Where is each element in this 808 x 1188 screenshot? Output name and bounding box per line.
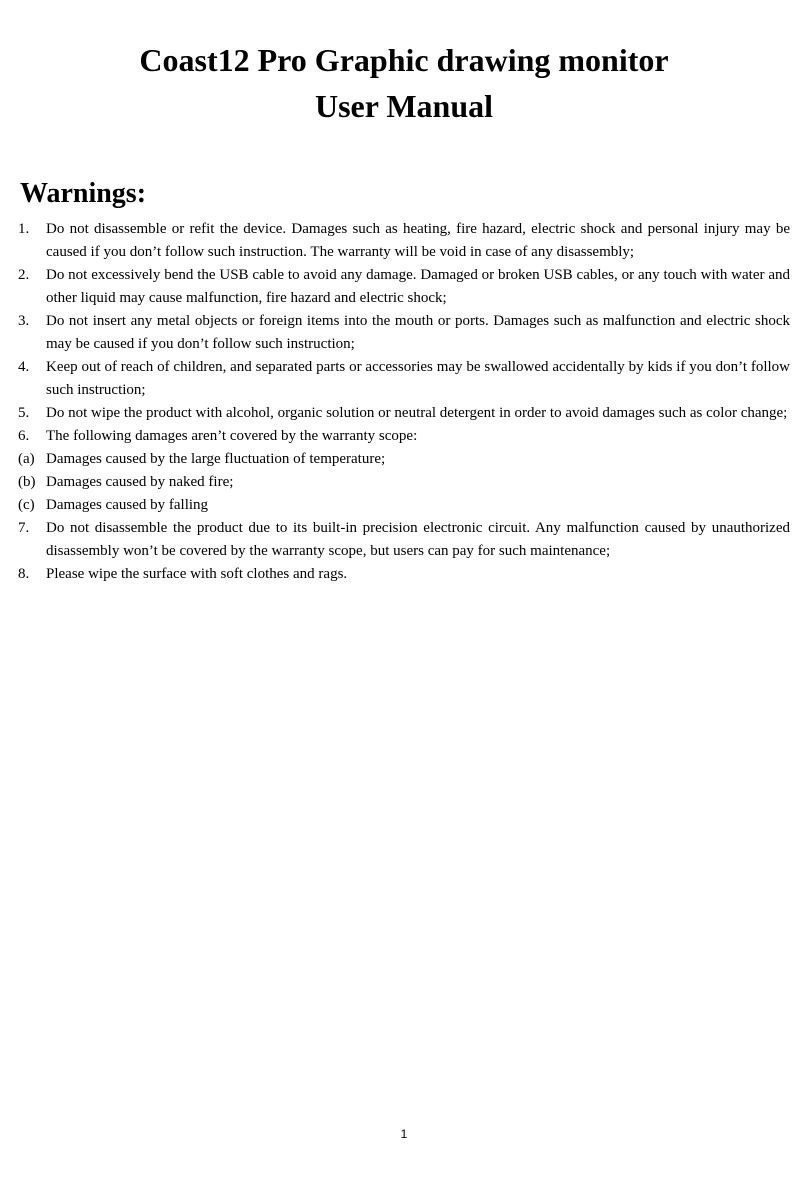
warning-item	[18, 264, 790, 310]
warning-text: Do not wipe the product with alcohol, organic solution or neutral detergent in order to avoid damages such as color change;	[46, 405, 788, 421]
warning-text: Do not insert any metal objects or foreign items into the mouth or ports. Damages such as malfunction and electric shock may be caused if you don’t follow such instruction;	[46, 313, 790, 352]
list-marker: (c)	[18, 497, 35, 513]
list-marker: 5.	[18, 405, 30, 421]
warning-text: Do not disassemble or refit the device. Damages such as heating, fire hazard, electric shock and personal injury may be caused if you don’t follow such instruction. The warranty will be void in case of any disassembly;	[46, 221, 790, 260]
warning-text: Damages caused by naked fire;	[46, 474, 234, 490]
warning-subitem	[18, 448, 790, 471]
list-marker: 3.	[18, 313, 30, 329]
warning-text: Do not excessively bend the USB cable to avoid any damage. Damaged or broken USB cables, or any touch with water and other liquid may cause malfunction, fire hazard and electric shock;	[46, 267, 790, 306]
list-marker: 2.	[18, 267, 30, 283]
warning-text: Damages caused by falling	[46, 497, 209, 513]
document-subtitle: User Manual	[314, 88, 494, 124]
warning-text: Damages caused by the large fluctuation of temperature;	[46, 451, 386, 467]
list-marker: (a)	[18, 451, 35, 467]
document-title: Coast12 Pro Graphic drawing monitor	[139, 42, 669, 78]
page-number: 1	[400, 1127, 408, 1141]
list-marker: 6.	[18, 428, 30, 444]
warning-item	[18, 517, 790, 563]
warnings-list	[18, 218, 790, 586]
warning-subitem	[18, 494, 790, 517]
list-marker: (b)	[18, 474, 36, 490]
warning-item	[18, 218, 790, 264]
warning-item	[18, 402, 790, 425]
list-marker: 7.	[18, 520, 30, 536]
warning-text: Do not disassemble the product due to its built-in precision electronic circuit. Any malfunction caused by unauthorized disassembly won’t be covered by the warranty scope, but users can pay for such maintenance;	[46, 520, 790, 559]
warning-text: The following damages aren’t covered by the warranty scope:	[46, 428, 418, 444]
list-marker: 1.	[18, 221, 30, 237]
warning-item	[18, 563, 790, 586]
list-marker: 8.	[18, 566, 30, 582]
warning-item	[18, 425, 790, 448]
warning-item	[18, 356, 790, 402]
list-marker: 4.	[18, 359, 30, 375]
warning-text: Keep out of reach of children, and separated parts or accessories may be swallowed accidentally by kids if you don’t follow such instruction;	[46, 359, 790, 398]
warning-item	[18, 310, 790, 356]
warning-text: Please wipe the surface with soft clothes and rags.	[46, 566, 348, 582]
warning-subitem	[18, 471, 790, 494]
warnings-heading: Warnings:	[20, 178, 147, 209]
